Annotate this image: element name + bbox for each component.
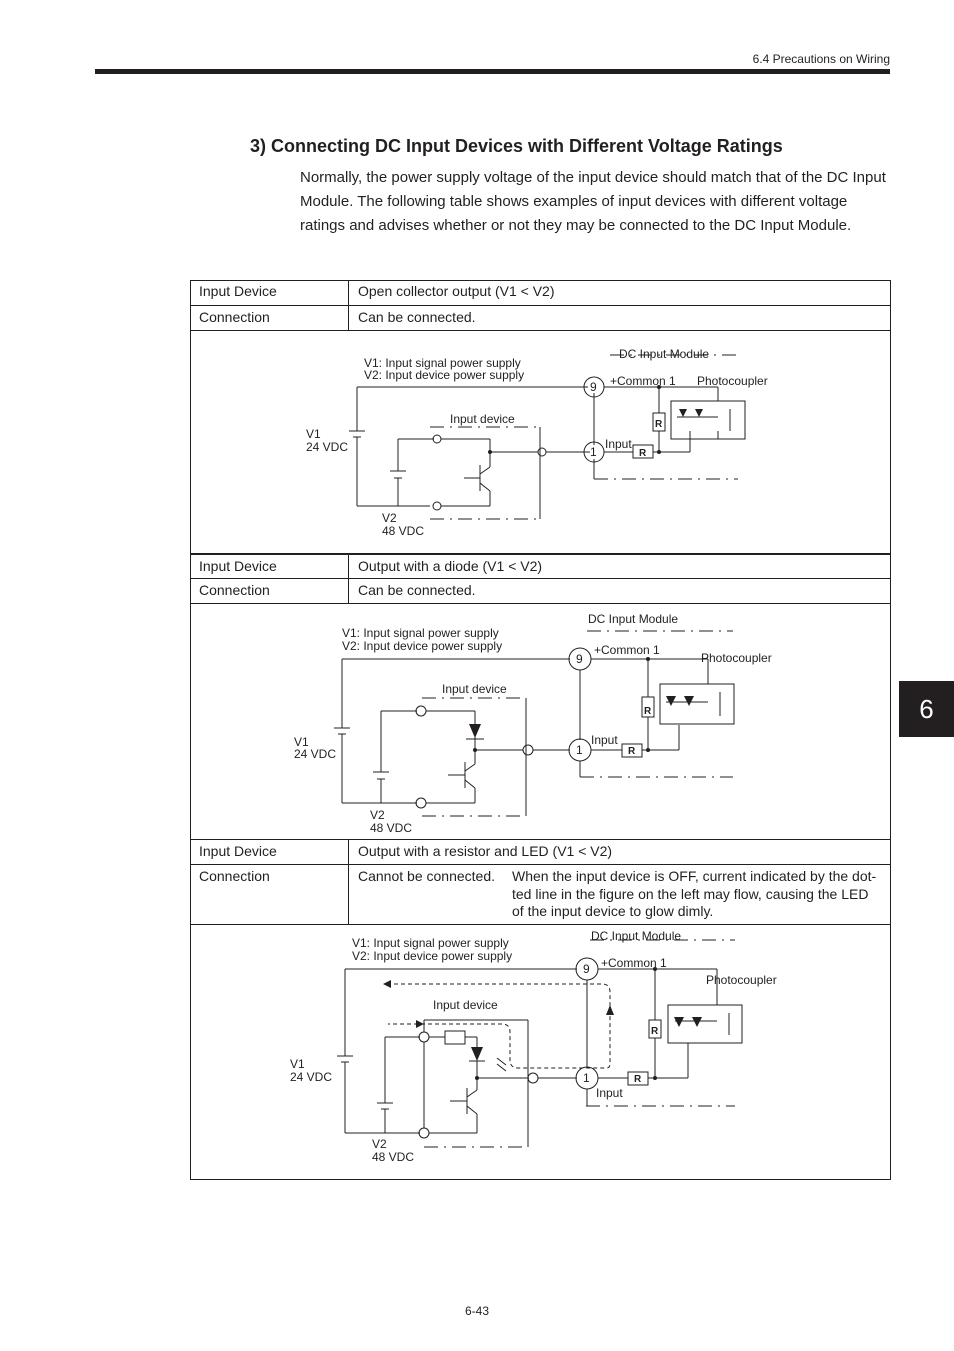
table-row-device-3 [190,839,891,864]
intro-paragraph: Normally, the power supply voltage of the input device should match that of the DC Input Module. The following table shows examples of input devices with different voltage ratings and advises whether or not they may be connected to the DC Input Module. [300,169,886,234]
resistor-label: R [651,1026,659,1037]
terminal-input: 1 [583,1071,590,1085]
resistor-label: R [628,746,636,757]
v1-value: 24 VDC [294,747,337,761]
v1-value: 24 VDC [306,440,349,454]
table-row-connection-1 [190,305,891,330]
connection-note: When the input device is OFF, current indicated by the dot-ted line in the figure on the left may flow, causing the LED of the input device to glow dimly. [512,868,877,919]
input-label: Input [591,733,618,747]
table-row-device-1 [190,280,891,305]
device-value: Output with a diode (V1 < V2) [348,555,891,578]
table-row-connection-2 [190,578,891,603]
connection-value: Can be connected. [348,306,891,330]
v2-value: 48 VDC [372,1150,415,1164]
resistor-label: R [634,1074,642,1085]
terminal-common: 9 [576,652,583,666]
common-label: +Common 1 [610,374,676,388]
v2-label: V2 [370,808,385,822]
input-label: Input [596,1086,623,1100]
common-label: +Common 1 [594,643,660,657]
terminal-input: 1 [590,445,597,459]
page-number: 6-43 [464,1304,490,1318]
circuit-svg [190,331,891,553]
label-connection: Connection [199,309,270,325]
circuit-svg [190,925,891,1179]
v1-value: 24 VDC [290,1070,333,1084]
module-label: DC Input Module [591,929,682,943]
v2-value: 48 VDC [370,821,413,835]
resistor-label: R [655,419,663,430]
terminal-common: 9 [583,962,590,976]
connection-value: Can be connected. [348,579,891,603]
input-device-label: Input device [433,998,498,1012]
circuit-diagram-resistor-led [190,925,891,1179]
module-label: DC Input Module [588,612,679,626]
table-row-connection-3 [190,864,891,924]
label-connection: Connection [199,582,270,598]
legend-v2: V2: Input device power supply [364,368,525,382]
label-connection: Connection [199,868,270,884]
terminal-input: 1 [576,743,583,757]
v2-value: 48 VDC [382,524,425,538]
legend-v1: V1: Input signal power supply [364,356,521,370]
legend-v2: V2: Input device power supply [342,639,503,653]
running-header: 6.4 Precautions on Wiring [752,52,890,66]
label-input-device: Input Device [199,843,277,859]
chapter-tab: 6 [899,681,954,737]
input-device-label: Input device [450,412,515,426]
circuit-diagram-diode [190,604,891,839]
module-label: DC Input Module [619,347,710,361]
connection-value: Cannot be connected. [358,868,495,884]
input-device-label: Input device [442,682,507,696]
photocoupler-label: Photocoupler [697,374,768,388]
photocoupler-label: Photocoupler [701,651,772,665]
v1-label: V1 [306,427,321,441]
v2-label: V2 [382,511,397,525]
resistor-label: R [644,706,652,717]
legend-v1: V1: Input signal power supply [352,936,509,950]
label-input-device: Input Device [199,558,277,574]
input-label: Input [605,437,632,451]
section-heading: 3) Connecting DC Input Devices with Different Voltage Ratings [250,136,783,156]
legend-v2: V2: Input device power supply [352,949,513,963]
connection-cell [348,865,891,924]
common-label: +Common 1 [601,956,667,970]
v2-label: V2 [372,1137,387,1151]
terminal-common: 9 [590,380,597,394]
photocoupler-label: Photocoupler [706,973,777,987]
device-value: Output with a resistor and LED (V1 < V2) [348,840,891,864]
circuit-svg [190,604,891,839]
v1-label: V1 [294,735,309,749]
resistor-label: R [639,448,647,459]
table-row-device-2 [190,553,891,578]
circuit-diagram-open-collector [190,331,891,553]
v1-label: V1 [290,1057,305,1071]
device-value: Open collector output (V1 < V2) [348,280,891,305]
header-rule [95,69,890,74]
legend-v1: V1: Input signal power supply [342,626,499,640]
label-input-device: Input Device [199,283,277,299]
